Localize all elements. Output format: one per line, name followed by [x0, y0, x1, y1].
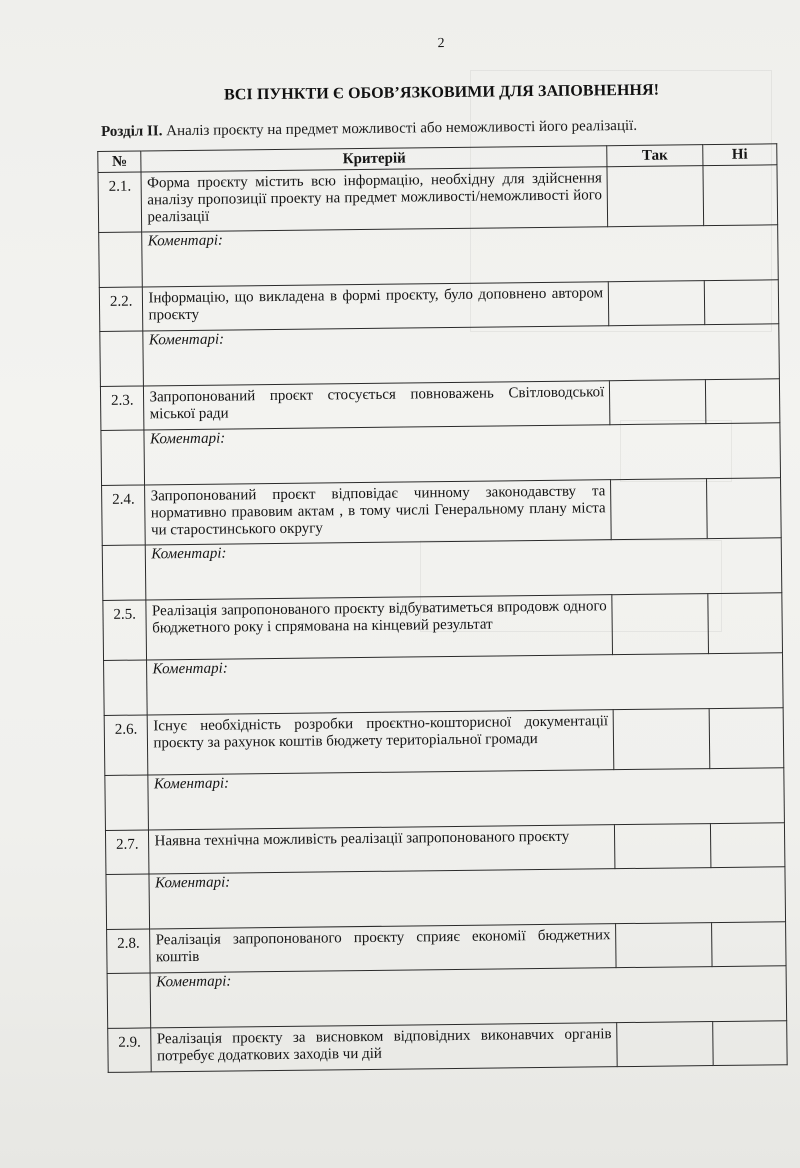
- criterion-number: 2.2.: [99, 287, 143, 331]
- header-criterion: Критерій: [141, 146, 607, 172]
- mandatory-notice: ВСІ ПУНКТИ Є ОБОВ’ЯЗКОВИМИ ДЛЯ ЗАПОВНЕННЯ!: [223, 81, 660, 104]
- comment-field[interactable]: [151, 966, 787, 1028]
- criterion-number: 2.9.: [108, 1028, 152, 1072]
- comment-number-cell: [107, 973, 151, 1028]
- criterion-text: Реалізація проєкту за висновком відповідних виконавчих органів потребує додаткових заходів чи дій: [151, 1023, 617, 1072]
- criterion-text: Інформацію, що викладена в формі проєкту, було доповнено автором проєкту: [143, 282, 609, 331]
- no-cell[interactable]: [708, 593, 783, 654]
- criterion-text: Реалізація запропонованого проєкту сприяє економії бюджетних коштів: [150, 924, 616, 973]
- criteria-table: [97, 143, 787, 1073]
- yes-cell[interactable]: [617, 1022, 713, 1067]
- comment-number-cell: [106, 874, 150, 929]
- criterion-row: [104, 708, 784, 776]
- comment-row: [101, 423, 781, 486]
- criterion-row: [100, 379, 779, 431]
- criterion-text: Запропонований проєкт відповідає чинному законодавству та нормативно правовим актам , в тому числі Генеральному плану міста чи старостинського округу: [145, 480, 611, 545]
- comment-field[interactable]: [143, 324, 779, 386]
- no-cell[interactable]: [712, 1021, 787, 1066]
- criterion-number: 2.4.: [102, 485, 146, 545]
- criterion-number: 2.3.: [100, 386, 144, 430]
- yes-cell[interactable]: [609, 281, 705, 326]
- comment-number-cell: [100, 331, 144, 386]
- yes-cell[interactable]: [607, 166, 703, 227]
- yes-cell[interactable]: [611, 479, 707, 540]
- comment-field[interactable]: [147, 653, 783, 715]
- comment-number-cell: [99, 232, 143, 287]
- comment-row: [100, 324, 780, 387]
- no-cell[interactable]: [709, 708, 784, 769]
- no-cell[interactable]: [703, 165, 778, 226]
- comment-label: Коментарі:: [154, 874, 231, 892]
- comment-field[interactable]: [142, 225, 778, 287]
- comment-field[interactable]: [149, 867, 785, 929]
- criterion-text: Наявна технічна можливість реалізації запропонованого проєкту: [149, 825, 615, 874]
- header-no: Ні: [702, 144, 777, 166]
- criterion-row: [99, 280, 778, 332]
- yes-cell[interactable]: [612, 594, 708, 655]
- criterion-row: [103, 593, 783, 661]
- no-cell[interactable]: [706, 478, 781, 539]
- section-label: Розділ II.: [100, 123, 163, 140]
- yes-cell[interactable]: [616, 923, 712, 968]
- criterion-number: 2.7.: [105, 830, 149, 874]
- criterion-row: [105, 823, 784, 875]
- criterion-number: 2.1.: [98, 172, 142, 232]
- yes-cell[interactable]: [615, 824, 711, 869]
- comment-number-cell: [102, 545, 146, 600]
- criterion-text: Існує необхідність розробки проєктно-кошторисної документації проєкту за рахунок коштів бюджету територіальної громади: [148, 710, 614, 775]
- header-yes: Так: [607, 145, 703, 167]
- no-cell[interactable]: [710, 823, 785, 868]
- comment-field[interactable]: [148, 768, 784, 830]
- comment-row: [105, 768, 785, 831]
- comment-row: [106, 867, 786, 930]
- comment-label: Коментарі:: [156, 973, 232, 991]
- criterion-number: 2.8.: [107, 929, 151, 973]
- no-cell[interactable]: [705, 379, 780, 424]
- criterion-text: Запропонований проєкт стосується повноважень Світловодської міської ради: [144, 381, 610, 430]
- criterion-row: [108, 1021, 787, 1073]
- criterion-text: Форма проєкту містить всю інформацію, необхідну для здійснення аналізу пропозиції проекту на предмет можливості/неможливості його реалізації: [141, 167, 607, 232]
- criterion-row: [98, 165, 778, 233]
- criterion-text: Реалізація запропонованого проєкту відбуватиметься впродовж одного бюджетного року і спрямована на кінцевий результат: [146, 595, 612, 660]
- criterion-row: [102, 478, 782, 546]
- comment-number-cell: [101, 430, 145, 485]
- no-cell[interactable]: [711, 922, 786, 967]
- comment-number-cell: [104, 660, 148, 715]
- page-number: 2: [437, 36, 445, 52]
- section-title: [101, 116, 787, 141]
- yes-cell[interactable]: [610, 380, 706, 425]
- comment-label: Коментарі:: [148, 331, 225, 349]
- comment-label: Коментарі:: [153, 775, 230, 793]
- comment-label: Коментарі:: [152, 660, 228, 678]
- criterion-row: [107, 922, 786, 974]
- comment-field[interactable]: [146, 538, 782, 600]
- yes-cell[interactable]: [613, 709, 709, 770]
- criterion-number: 2.5.: [103, 600, 147, 660]
- comment-label: Коментарі:: [149, 430, 226, 448]
- comment-field[interactable]: [144, 423, 780, 485]
- comment-row: [107, 966, 787, 1029]
- no-cell[interactable]: [704, 280, 779, 325]
- comment-row: [99, 225, 779, 288]
- comment-row: [102, 538, 782, 601]
- criterion-number: 2.6.: [104, 715, 148, 775]
- header-number: №: [98, 151, 142, 172]
- form-sheet: [96, 32, 798, 1073]
- comment-row: [104, 653, 784, 716]
- comment-number-cell: [105, 775, 149, 830]
- comment-label: Коментарі:: [147, 232, 224, 250]
- comment-label: Коментарі:: [151, 545, 227, 563]
- section-title-text: Аналіз проєкту на предмет можливості або неможливості його реалізації.: [166, 117, 638, 140]
